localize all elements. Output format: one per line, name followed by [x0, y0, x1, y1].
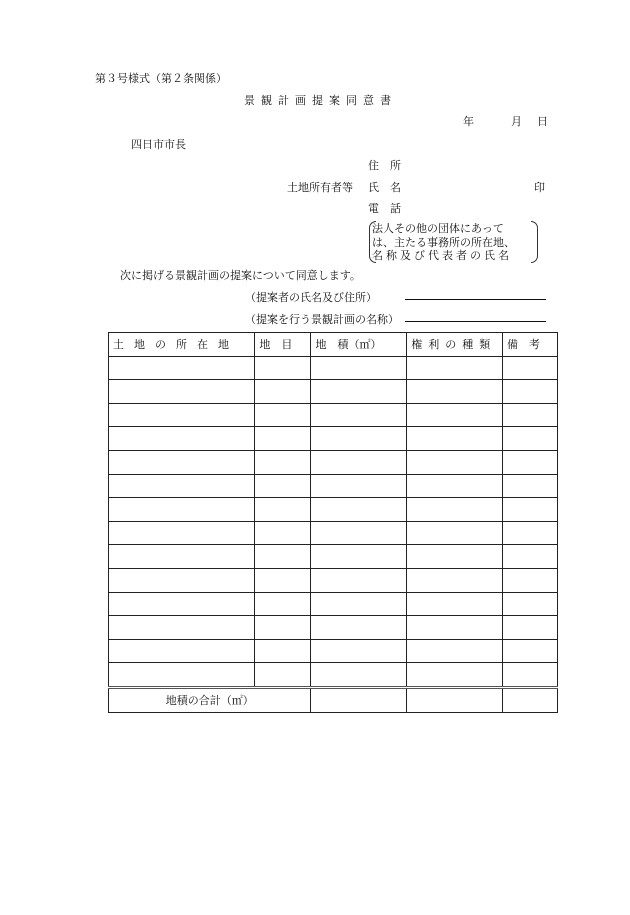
- corporate-note-line: は、主たる事務所の所在地、: [372, 235, 515, 249]
- header-right-type: 権利の種類: [407, 333, 503, 357]
- proposer-label: （提案者の氏名及び住所）: [245, 291, 377, 304]
- corporate-note-line: 名称及び代表者の氏名: [372, 249, 512, 262]
- table-row: [109, 663, 558, 688]
- table-cell[interactable]: [502, 403, 557, 427]
- owner-address-label: 住 所: [368, 159, 401, 172]
- table-cell[interactable]: [109, 356, 255, 380]
- table-row: [109, 403, 558, 427]
- total-area-cell[interactable]: [311, 687, 407, 712]
- table-cell[interactable]: [109, 592, 255, 616]
- header-location: 土地の所在地: [109, 333, 255, 357]
- corporate-note-line: 法人その他の団体にあって: [372, 222, 504, 235]
- table-cell[interactable]: [502, 545, 557, 569]
- table-cell[interactable]: [502, 521, 557, 545]
- table-cell[interactable]: [109, 498, 255, 522]
- table-header-row: [109, 333, 558, 357]
- table-cell[interactable]: [311, 521, 407, 545]
- table-cell[interactable]: [255, 592, 311, 616]
- table-cell[interactable]: [311, 450, 407, 474]
- table-cell[interactable]: [255, 521, 311, 545]
- table-cell[interactable]: [255, 450, 311, 474]
- total-row: [109, 687, 558, 712]
- table-cell[interactable]: [502, 427, 557, 451]
- table-cell[interactable]: [255, 639, 311, 663]
- table-row: [109, 450, 558, 474]
- table-cell[interactable]: [311, 498, 407, 522]
- date-day: 日: [537, 115, 548, 128]
- table-cell[interactable]: [255, 427, 311, 451]
- table-cell[interactable]: [311, 663, 407, 688]
- table-cell[interactable]: [407, 521, 503, 545]
- date-line: [463, 113, 548, 129]
- table-cell[interactable]: [109, 474, 255, 498]
- header-remarks: 備 考: [502, 333, 557, 357]
- corporate-note: [372, 222, 538, 263]
- plan-name-label: （提案を行う景観計画の名称）: [245, 313, 399, 326]
- table-cell[interactable]: [502, 498, 557, 522]
- table-cell[interactable]: [407, 356, 503, 380]
- table-cell[interactable]: [109, 545, 255, 569]
- table-cell[interactable]: [109, 450, 255, 474]
- table-cell[interactable]: [255, 380, 311, 404]
- table-cell[interactable]: [407, 568, 503, 592]
- owner-name-label: 氏 名: [368, 181, 401, 194]
- table-cell[interactable]: [407, 474, 503, 498]
- table-cell[interactable]: [407, 380, 503, 404]
- table-cell[interactable]: [311, 639, 407, 663]
- table-cell[interactable]: [502, 450, 557, 474]
- table-row: [109, 380, 558, 404]
- seal-mark: 印: [534, 181, 545, 194]
- table-cell[interactable]: [407, 403, 503, 427]
- table-cell[interactable]: [255, 474, 311, 498]
- table-cell[interactable]: [311, 616, 407, 640]
- table-row: [109, 639, 558, 663]
- table-row: [109, 427, 558, 451]
- table-cell[interactable]: [407, 663, 503, 688]
- table-cell[interactable]: [502, 616, 557, 640]
- table-cell[interactable]: [502, 663, 557, 688]
- table-cell[interactable]: [255, 616, 311, 640]
- plan-name-input-line[interactable]: [405, 321, 546, 322]
- table-cell[interactable]: [109, 663, 255, 688]
- table-cell[interactable]: [109, 639, 255, 663]
- table-cell[interactable]: [407, 498, 503, 522]
- owner-group-label: 土地所有者等: [287, 181, 353, 194]
- table-row: [109, 474, 558, 498]
- table-cell[interactable]: [407, 450, 503, 474]
- table-cell[interactable]: [109, 521, 255, 545]
- form-number: 第３号様式（第２条関係）: [95, 72, 227, 85]
- table-cell[interactable]: [255, 545, 311, 569]
- table-cell[interactable]: [109, 380, 255, 404]
- table-row: [109, 545, 558, 569]
- table-row: [109, 356, 558, 380]
- table-cell[interactable]: [109, 427, 255, 451]
- table-cell[interactable]: [407, 592, 503, 616]
- table-cell[interactable]: [109, 568, 255, 592]
- addressee: 四日市市長: [131, 138, 186, 151]
- table-cell[interactable]: [255, 498, 311, 522]
- table-cell[interactable]: [502, 568, 557, 592]
- header-area: 地 積（㎡）: [311, 333, 407, 357]
- table-cell[interactable]: [109, 616, 255, 640]
- table-row: [109, 568, 558, 592]
- table-cell[interactable]: [311, 403, 407, 427]
- table-cell[interactable]: [502, 687, 557, 712]
- table-cell[interactable]: [407, 687, 503, 712]
- table-cell[interactable]: [407, 616, 503, 640]
- document-title: 景観計画提案同意書: [244, 94, 397, 107]
- table-cell[interactable]: [502, 356, 557, 380]
- date-month: 月: [511, 115, 522, 128]
- table-cell[interactable]: [407, 427, 503, 451]
- table-cell[interactable]: [407, 639, 503, 663]
- table-cell[interactable]: [502, 639, 557, 663]
- table-row: [109, 592, 558, 616]
- table-cell[interactable]: [311, 380, 407, 404]
- table-cell[interactable]: [311, 427, 407, 451]
- table-cell[interactable]: [502, 474, 557, 498]
- table-row: [109, 616, 558, 640]
- proposer-input-line[interactable]: [405, 299, 546, 300]
- table-cell[interactable]: [407, 545, 503, 569]
- table-cell[interactable]: [255, 663, 311, 688]
- date-year: 年: [463, 115, 474, 128]
- table-cell[interactable]: [502, 592, 557, 616]
- table-cell[interactable]: [255, 403, 311, 427]
- table-cell[interactable]: [109, 403, 255, 427]
- table-cell[interactable]: [311, 356, 407, 380]
- consent-statement: 次に掲げる景観計画の提案について同意します。: [120, 269, 361, 282]
- owner-phone-label: 電 話: [368, 202, 401, 215]
- table-row: [109, 498, 558, 522]
- table-cell[interactable]: [311, 545, 407, 569]
- total-area-label: 地積の合計（㎡）: [109, 687, 311, 712]
- right-bracket: [531, 221, 538, 263]
- table-cell[interactable]: [255, 356, 311, 380]
- header-land-category: 地 目: [255, 333, 311, 357]
- table-cell[interactable]: [311, 592, 407, 616]
- table-cell[interactable]: [502, 380, 557, 404]
- table-cell[interactable]: [255, 568, 311, 592]
- table-cell[interactable]: [311, 474, 407, 498]
- table-row: [109, 521, 558, 545]
- land-table: [108, 332, 558, 713]
- table-cell[interactable]: [311, 568, 407, 592]
